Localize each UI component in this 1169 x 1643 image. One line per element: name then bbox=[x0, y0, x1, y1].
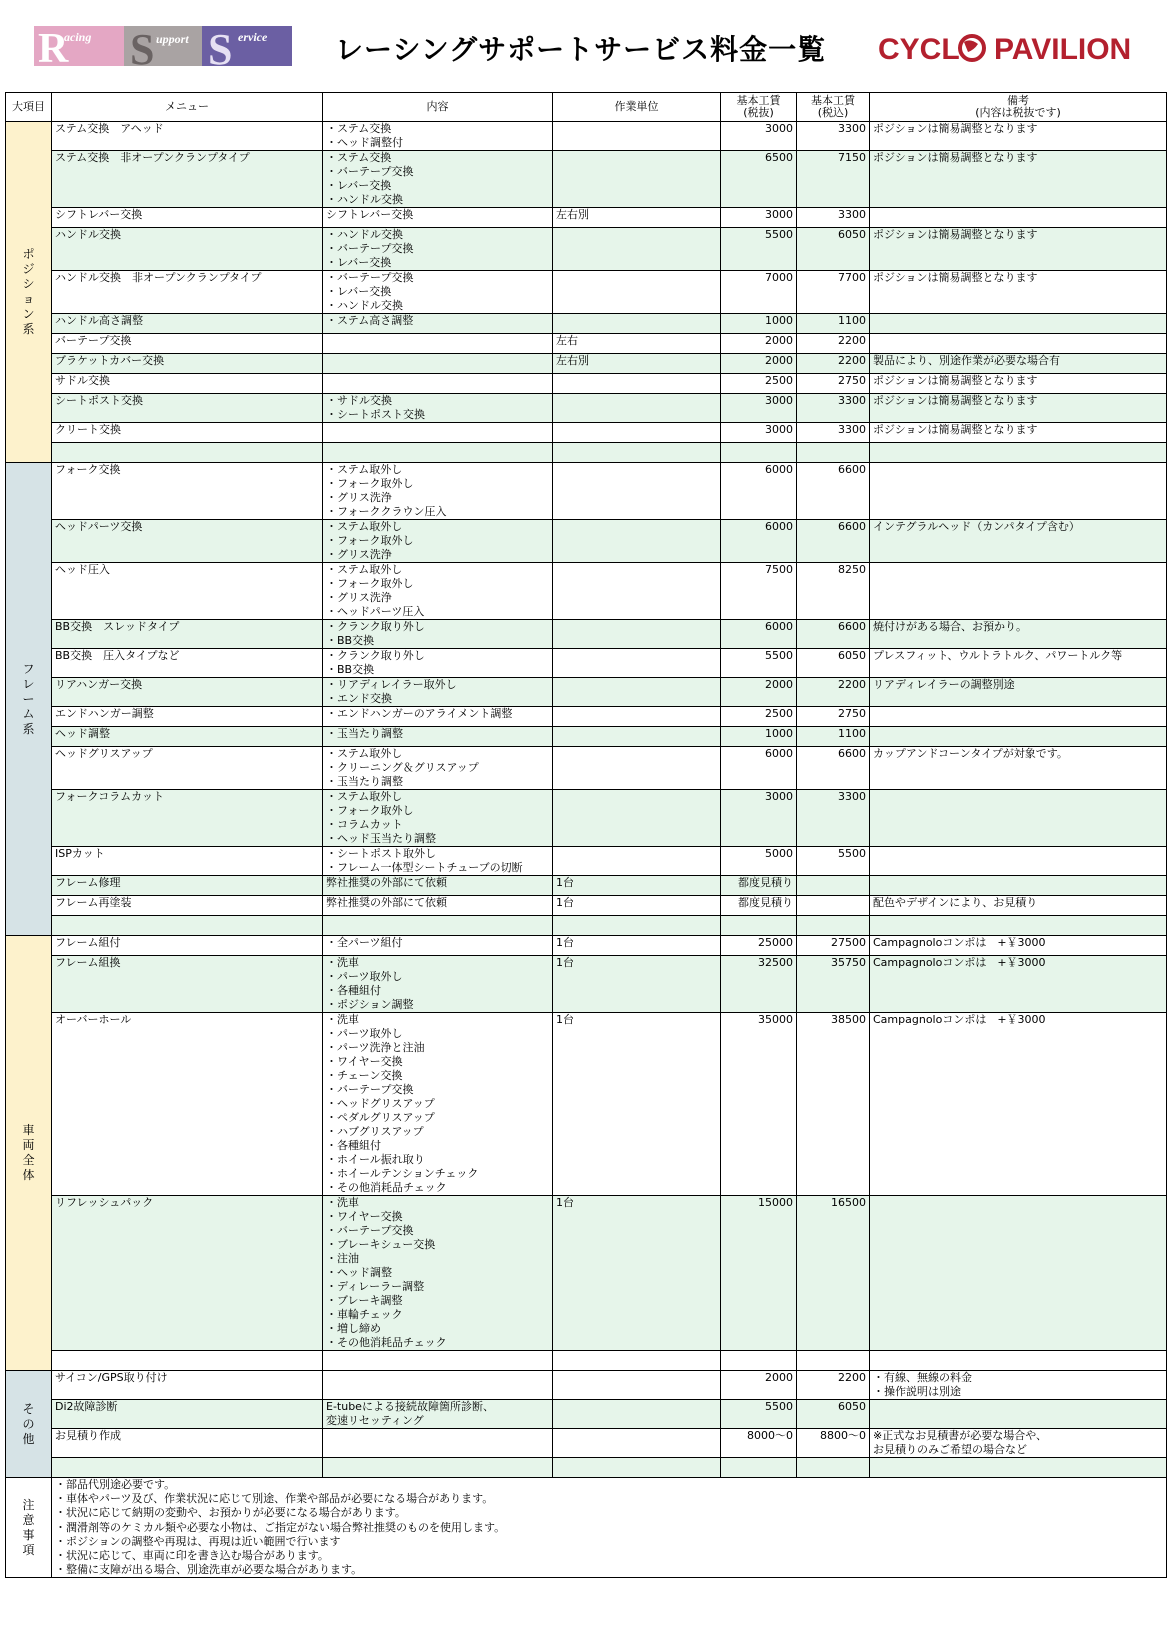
unit-cell bbox=[553, 1429, 721, 1458]
contents-cell bbox=[323, 1429, 553, 1458]
price-ex-tax-cell: 7000 bbox=[721, 271, 797, 314]
category-char: 体 bbox=[22, 1168, 35, 1182]
menu-cell: ステム交換 非オープンクランプタイプ bbox=[52, 151, 323, 208]
unit-cell bbox=[553, 151, 721, 208]
table-row bbox=[6, 314, 1167, 334]
remarks-cell bbox=[870, 463, 1167, 520]
remarks-cell: ・有線、無線の料金 ・操作説明は別途 bbox=[870, 1371, 1167, 1400]
header-contents: 内容 bbox=[323, 93, 553, 122]
menu-cell: ステム交換 アヘッド bbox=[52, 122, 323, 151]
contents-cell: ・洗車 ・パーツ取外し ・パーツ洗浄と注油 ・ワイヤー交換 ・チェーン交換 ・バーテープ交換 ・ヘッドグリスアップ ・ペダルグリスアップ ・ハブグリスアップ ・各種組付 ・ホイール振れ取り ・ホイールテンションチェック ・その他消耗品チェック bbox=[323, 1013, 553, 1196]
unit-cell: 1台 bbox=[553, 1196, 721, 1351]
category-char: 車 bbox=[22, 1123, 35, 1137]
menu-cell: Di2故障診断 bbox=[52, 1400, 323, 1429]
notes-text: ・部品代別途必要です。 ・車体やパーツ及び、作業状況に応じて別途、作業や部品が必要になる場合があります。 ・状況に応じて納期の変動や、お預かりが必要になる場合があります。 ・潤滑剤等のケミカル類や必要な小物は、ご指定がない場合弊社推奨のものを使用します。 ・ポジションの調整や再現は、再現は近い範囲で行います ・状況に応じて、車両に印を書き込む場合があります。 ・整備に支障が出る場合、別途洗車が必要な場合があります。 bbox=[52, 1478, 1167, 1578]
contents-cell bbox=[323, 1351, 553, 1371]
price-ex-tax-cell: 15000 bbox=[721, 1196, 797, 1351]
svg-text:R: R bbox=[38, 26, 69, 66]
menu-cell: お見積り作成 bbox=[52, 1429, 323, 1458]
header-price-inc-tax: 基本工賃 (税込) bbox=[797, 93, 870, 122]
svg-text:PAVILION: PAVILION bbox=[994, 33, 1132, 66]
contents-cell: ・リアディレイラー取外し ・エンド交換 bbox=[323, 678, 553, 707]
table-row bbox=[6, 208, 1167, 228]
table-row bbox=[6, 649, 1167, 678]
price-inc-tax-cell: 1100 bbox=[797, 727, 870, 747]
category-char: シ bbox=[22, 277, 35, 291]
table-row bbox=[6, 520, 1167, 563]
contents-cell: ・ステム取外し ・フォーク取外し ・コラムカット ・ヘッド玉当たり調整 bbox=[323, 790, 553, 847]
price-inc-tax-cell: 3300 bbox=[797, 423, 870, 443]
table-row bbox=[6, 334, 1167, 354]
menu-cell bbox=[52, 1351, 323, 1371]
contents-cell: ・ステム取外し ・フォーク取外し ・グリス洗浄 ・フォーククラウン圧入 bbox=[323, 463, 553, 520]
price-ex-tax-cell: 2000 bbox=[721, 678, 797, 707]
unit-cell bbox=[553, 314, 721, 334]
price-ex-tax-cell: 6000 bbox=[721, 747, 797, 790]
price-ex-tax-cell: 都度見積り bbox=[721, 896, 797, 916]
svg-text:acing: acing bbox=[64, 30, 92, 44]
price-ex-tax-cell: 2000 bbox=[721, 1371, 797, 1400]
price-inc-tax-cell: 6050 bbox=[797, 228, 870, 271]
category-char: 全 bbox=[22, 1153, 35, 1167]
contents-cell bbox=[323, 916, 553, 936]
category-char: ー bbox=[22, 691, 35, 706]
svg-text:CYCL: CYCL bbox=[878, 33, 960, 66]
remarks-cell bbox=[870, 208, 1167, 228]
header-remarks: 備考 (内容は税抜です) bbox=[870, 93, 1167, 122]
menu-cell: フレーム再塗装 bbox=[52, 896, 323, 916]
unit-cell bbox=[553, 271, 721, 314]
remarks-cell bbox=[870, 1400, 1167, 1429]
table-row bbox=[6, 1400, 1167, 1429]
remarks-cell: Campagnoloコンポは +￥3000 bbox=[870, 1013, 1167, 1196]
rss-logo bbox=[34, 26, 292, 66]
price-ex-tax-cell: 2500 bbox=[721, 374, 797, 394]
price-inc-tax-cell: 2200 bbox=[797, 1371, 870, 1400]
price-inc-tax-cell: 3300 bbox=[797, 122, 870, 151]
price-table bbox=[5, 92, 1167, 1578]
menu-cell: ヘッドパーツ交換 bbox=[52, 520, 323, 563]
contents-cell: 弊社推奨の外部にて依頼 bbox=[323, 876, 553, 896]
price-ex-tax-cell: 5500 bbox=[721, 228, 797, 271]
category-cell bbox=[6, 936, 52, 1371]
remarks-cell: ポジションは簡易調整となります bbox=[870, 228, 1167, 271]
price-ex-tax-cell bbox=[721, 1458, 797, 1478]
unit-cell bbox=[553, 747, 721, 790]
table-row bbox=[6, 956, 1167, 1013]
svg-text:S: S bbox=[208, 26, 233, 66]
header-menu: メニュー bbox=[52, 93, 323, 122]
price-inc-tax-cell bbox=[797, 916, 870, 936]
table-header-row bbox=[6, 93, 1167, 122]
unit-cell bbox=[553, 122, 721, 151]
table-row bbox=[6, 394, 1167, 423]
price-inc-tax-cell: 2750 bbox=[797, 374, 870, 394]
price-inc-tax-cell: 3300 bbox=[797, 208, 870, 228]
table-row bbox=[6, 443, 1167, 463]
price-ex-tax-cell: 3000 bbox=[721, 122, 797, 151]
unit-cell bbox=[553, 678, 721, 707]
contents-cell bbox=[323, 334, 553, 354]
table-row bbox=[6, 271, 1167, 314]
unit-cell: 1台 bbox=[553, 876, 721, 896]
category-char: の bbox=[22, 1416, 35, 1431]
contents-cell bbox=[323, 374, 553, 394]
svg-text:S: S bbox=[130, 26, 155, 66]
price-inc-tax-cell: 1100 bbox=[797, 314, 870, 334]
price-ex-tax-cell: 7500 bbox=[721, 563, 797, 620]
contents-cell: ・クランク取り外し ・BB交換 bbox=[323, 620, 553, 649]
table-row bbox=[6, 1429, 1167, 1458]
price-ex-tax-cell: 3000 bbox=[721, 790, 797, 847]
unit-cell bbox=[553, 463, 721, 520]
unit-cell bbox=[553, 790, 721, 847]
unit-cell bbox=[553, 374, 721, 394]
menu-cell: フォークコラムカット bbox=[52, 790, 323, 847]
price-inc-tax-cell: 38500 bbox=[797, 1013, 870, 1196]
price-ex-tax-cell: 1000 bbox=[721, 314, 797, 334]
contents-cell bbox=[323, 354, 553, 374]
unit-cell bbox=[553, 847, 721, 876]
category-char: 意 bbox=[22, 1512, 35, 1527]
price-inc-tax-cell: 2200 bbox=[797, 354, 870, 374]
price-inc-tax-cell: 27500 bbox=[797, 936, 870, 956]
price-inc-tax-cell: 2200 bbox=[797, 678, 870, 707]
svg-text:ervice: ervice bbox=[238, 30, 268, 44]
category-char: フ bbox=[22, 661, 35, 676]
table-row bbox=[6, 1013, 1167, 1196]
price-inc-tax-cell: 8800～0 bbox=[797, 1429, 870, 1458]
unit-cell bbox=[553, 394, 721, 423]
price-ex-tax-cell: 3000 bbox=[721, 394, 797, 423]
unit-cell bbox=[553, 423, 721, 443]
category-char: そ bbox=[22, 1401, 35, 1416]
unit-cell bbox=[553, 727, 721, 747]
remarks-cell: カップアンドコーンタイプが対象です。 bbox=[870, 747, 1167, 790]
cyclo-pavilion-logo bbox=[878, 28, 1136, 66]
menu-cell bbox=[52, 916, 323, 936]
price-ex-tax-cell: 8000～0 bbox=[721, 1429, 797, 1458]
category-char: 系 bbox=[22, 322, 35, 336]
price-inc-tax-cell: 6600 bbox=[797, 620, 870, 649]
category-cell bbox=[6, 1371, 52, 1478]
remarks-cell bbox=[870, 707, 1167, 727]
menu-cell: フレーム組換 bbox=[52, 956, 323, 1013]
price-ex-tax-cell: 5000 bbox=[721, 847, 797, 876]
contents-cell: ・全パーツ組付 bbox=[323, 936, 553, 956]
remarks-cell: ポジションは簡易調整となります bbox=[870, 122, 1167, 151]
price-ex-tax-cell: 25000 bbox=[721, 936, 797, 956]
price-inc-tax-cell: 6050 bbox=[797, 1400, 870, 1429]
page-header bbox=[0, 0, 1169, 92]
remarks-cell: ポジションは簡易調整となります bbox=[870, 151, 1167, 208]
unit-cell bbox=[553, 520, 721, 563]
table-row bbox=[6, 747, 1167, 790]
menu-cell: クリート交換 bbox=[52, 423, 323, 443]
remarks-cell: ポジションは簡易調整となります bbox=[870, 374, 1167, 394]
remarks-cell: ポジションは簡易調整となります bbox=[870, 423, 1167, 443]
contents-cell: ・ステム高さ調整 bbox=[323, 314, 553, 334]
menu-cell: オーバーホール bbox=[52, 1013, 323, 1196]
category-char: 項 bbox=[22, 1542, 35, 1557]
price-inc-tax-cell: 16500 bbox=[797, 1196, 870, 1351]
table-row bbox=[6, 1371, 1167, 1400]
menu-cell: サイコン/GPS取り付け bbox=[52, 1371, 323, 1400]
price-ex-tax-cell: 3000 bbox=[721, 423, 797, 443]
category-char: 事 bbox=[22, 1527, 35, 1542]
remarks-cell bbox=[870, 334, 1167, 354]
page-title: レーシングサポートサービス料金一覧 bbox=[335, 33, 827, 66]
remarks-cell bbox=[870, 1351, 1167, 1371]
remarks-cell bbox=[870, 847, 1167, 876]
price-ex-tax-cell: 6000 bbox=[721, 463, 797, 520]
table-row bbox=[6, 790, 1167, 847]
menu-cell: BB交換 スレッドタイプ bbox=[52, 620, 323, 649]
category-cell bbox=[6, 463, 52, 936]
remarks-cell bbox=[870, 876, 1167, 896]
contents-cell: ・洗車 ・ワイヤー交換 ・バーテープ交換 ・ブレーキシュー交換 ・注油 ・ヘッド調整 ・ディレーラー調整 ・ブレーキ調整 ・車輪チェック ・増し締め ・その他消耗品チェック bbox=[323, 1196, 553, 1351]
contents-cell bbox=[323, 443, 553, 463]
price-ex-tax-cell: 6000 bbox=[721, 520, 797, 563]
table-row bbox=[6, 122, 1167, 151]
price-inc-tax-cell bbox=[797, 443, 870, 463]
category-char: 両 bbox=[22, 1138, 35, 1152]
category-char: ン bbox=[22, 307, 35, 321]
contents-cell: ・エンドハンガーのアライメント調整 bbox=[323, 707, 553, 727]
price-ex-tax-cell: 2000 bbox=[721, 354, 797, 374]
header-category: 大項目 bbox=[6, 93, 52, 122]
price-inc-tax-cell: 6600 bbox=[797, 463, 870, 520]
remarks-cell: ポジションは簡易調整となります bbox=[870, 271, 1167, 314]
table-row bbox=[6, 563, 1167, 620]
category-char: レ bbox=[22, 676, 35, 691]
remarks-cell bbox=[870, 916, 1167, 936]
table-row bbox=[6, 847, 1167, 876]
price-inc-tax-cell: 7700 bbox=[797, 271, 870, 314]
header-unit: 作業単位 bbox=[553, 93, 721, 122]
price-ex-tax-cell: 1000 bbox=[721, 727, 797, 747]
menu-cell: リアハンガー交換 bbox=[52, 678, 323, 707]
menu-cell: シートポスト交換 bbox=[52, 394, 323, 423]
table-row bbox=[6, 876, 1167, 896]
remarks-cell: 焼付けがある場合、お預かり。 bbox=[870, 620, 1167, 649]
menu-cell: フレーム修理 bbox=[52, 876, 323, 896]
price-ex-tax-cell: 2500 bbox=[721, 707, 797, 727]
category-char: ジ bbox=[22, 262, 35, 276]
notes-category-cell bbox=[6, 1478, 52, 1578]
remarks-cell: ポジションは簡易調整となります bbox=[870, 394, 1167, 423]
contents-cell: 弊社推奨の外部にて依頼 bbox=[323, 896, 553, 916]
unit-cell bbox=[553, 563, 721, 620]
unit-cell bbox=[553, 1351, 721, 1371]
contents-cell bbox=[323, 1371, 553, 1400]
remarks-cell bbox=[870, 790, 1167, 847]
price-inc-tax-cell bbox=[797, 1458, 870, 1478]
unit-cell bbox=[553, 1458, 721, 1478]
price-inc-tax-cell: 3300 bbox=[797, 394, 870, 423]
contents-cell: ・クランク取り外し ・BB交換 bbox=[323, 649, 553, 678]
notes-row bbox=[6, 1478, 1167, 1578]
remarks-cell bbox=[870, 563, 1167, 620]
contents-cell: シフトレバー交換 bbox=[323, 208, 553, 228]
table-row bbox=[6, 423, 1167, 443]
menu-cell: エンドハンガー調整 bbox=[52, 707, 323, 727]
price-ex-tax-cell bbox=[721, 1351, 797, 1371]
remarks-cell bbox=[870, 1196, 1167, 1351]
unit-cell: 左右別 bbox=[553, 208, 721, 228]
menu-cell: リフレッシュパック bbox=[52, 1196, 323, 1351]
contents-cell: ・洗車 ・パーツ取外し ・各種組付 ・ポジション調整 bbox=[323, 956, 553, 1013]
price-inc-tax-cell bbox=[797, 896, 870, 916]
contents-cell: ・バーテープ交換 ・レバー交換 ・ハンドル交換 bbox=[323, 271, 553, 314]
contents-cell: ・ハンドル交換 ・バーテープ交換 ・レバー交換 bbox=[323, 228, 553, 271]
remarks-cell bbox=[870, 314, 1167, 334]
menu-cell: ハンドル高さ調整 bbox=[52, 314, 323, 334]
unit-cell bbox=[553, 228, 721, 271]
remarks-cell: 製品により、別途作業が必要な場合有 bbox=[870, 354, 1167, 374]
price-inc-tax-cell: 8250 bbox=[797, 563, 870, 620]
remarks-cell bbox=[870, 727, 1167, 747]
remarks-cell: 配色やデザインにより、お見積り bbox=[870, 896, 1167, 916]
remarks-cell: インテグラルヘッド（カンパタイプ含む） bbox=[870, 520, 1167, 563]
price-ex-tax-cell: 都度見積り bbox=[721, 876, 797, 896]
table-row bbox=[6, 228, 1167, 271]
price-inc-tax-cell: 35750 bbox=[797, 956, 870, 1013]
contents-cell: ・ステム交換 ・ヘッド調整付 bbox=[323, 122, 553, 151]
remarks-cell: ※正式なお見積書が必要な場合や、 お見積りのみご希望の場合など bbox=[870, 1429, 1167, 1458]
menu-cell bbox=[52, 443, 323, 463]
price-ex-tax-cell: 6000 bbox=[721, 620, 797, 649]
table-row bbox=[6, 916, 1167, 936]
category-char: 注 bbox=[22, 1497, 35, 1512]
menu-cell: ヘッド圧入 bbox=[52, 563, 323, 620]
contents-cell: ・シートポスト取外し ・フレーム一体型シートチューブの切断 bbox=[323, 847, 553, 876]
price-inc-tax-cell bbox=[797, 876, 870, 896]
table-row bbox=[6, 896, 1167, 916]
menu-cell: ハンドル交換 非オープンクランプタイプ bbox=[52, 271, 323, 314]
table-body bbox=[6, 122, 1167, 1578]
unit-cell: 1台 bbox=[553, 936, 721, 956]
menu-cell: シフトレバー交換 bbox=[52, 208, 323, 228]
unit-cell bbox=[553, 443, 721, 463]
price-inc-tax-cell: 6600 bbox=[797, 520, 870, 563]
price-ex-tax-cell bbox=[721, 916, 797, 936]
menu-cell: フレーム組付 bbox=[52, 936, 323, 956]
menu-cell: ハンドル交換 bbox=[52, 228, 323, 271]
price-ex-tax-cell: 2000 bbox=[721, 334, 797, 354]
unit-cell: 左右別 bbox=[553, 354, 721, 374]
unit-cell bbox=[553, 620, 721, 649]
contents-cell: ・ステム取外し ・フォーク取外し ・グリス洗浄 ・ヘッドパーツ圧入 bbox=[323, 563, 553, 620]
price-ex-tax-cell: 5500 bbox=[721, 649, 797, 678]
svg-text:upport: upport bbox=[156, 32, 189, 46]
menu-cell: ヘッド調整 bbox=[52, 727, 323, 747]
price-inc-tax-cell: 2200 bbox=[797, 334, 870, 354]
table-row bbox=[6, 1196, 1167, 1351]
table-row bbox=[6, 463, 1167, 520]
table-row bbox=[6, 707, 1167, 727]
menu-cell: サドル交換 bbox=[52, 374, 323, 394]
price-inc-tax-cell: 5500 bbox=[797, 847, 870, 876]
remarks-cell bbox=[870, 443, 1167, 463]
category-char: ポ bbox=[22, 247, 35, 261]
price-inc-tax-cell: 6600 bbox=[797, 747, 870, 790]
price-ex-tax-cell: 5500 bbox=[721, 1400, 797, 1429]
contents-cell: E-tubeによる接続故障箇所診断、 変速リセッティング bbox=[323, 1400, 553, 1429]
unit-cell bbox=[553, 707, 721, 727]
price-ex-tax-cell: 6500 bbox=[721, 151, 797, 208]
remarks-cell: Campagnoloコンポは +￥3000 bbox=[870, 936, 1167, 956]
menu-cell: ブラケットカバー交換 bbox=[52, 354, 323, 374]
category-cell bbox=[6, 122, 52, 463]
table-row bbox=[6, 354, 1167, 374]
table-row bbox=[6, 678, 1167, 707]
remarks-cell: リアディレイラーの調整別途 bbox=[870, 678, 1167, 707]
unit-cell: 左右 bbox=[553, 334, 721, 354]
table-row bbox=[6, 151, 1167, 208]
menu-cell: BB交換 圧入タイプなど bbox=[52, 649, 323, 678]
remarks-cell bbox=[870, 1458, 1167, 1478]
category-char: ョ bbox=[22, 292, 35, 306]
contents-cell bbox=[323, 423, 553, 443]
table-row bbox=[6, 936, 1167, 956]
contents-cell bbox=[323, 1458, 553, 1478]
contents-cell: ・ステム取外し ・クリーニング＆グリスアップ ・玉当たり調整 bbox=[323, 747, 553, 790]
price-inc-tax-cell bbox=[797, 1351, 870, 1371]
contents-cell: ・玉当たり調整 bbox=[323, 727, 553, 747]
contents-cell: ・ステム取外し ・フォーク取外し ・グリス洗浄 bbox=[323, 520, 553, 563]
price-ex-tax-cell bbox=[721, 443, 797, 463]
price-inc-tax-cell: 2750 bbox=[797, 707, 870, 727]
menu-cell: フォーク交換 bbox=[52, 463, 323, 520]
menu-cell: バーテープ交換 bbox=[52, 334, 323, 354]
header-price-ex-tax: 基本工賃 (税抜) bbox=[721, 93, 797, 122]
remarks-cell: Campagnoloコンポは +￥3000 bbox=[870, 956, 1167, 1013]
price-inc-tax-cell: 7150 bbox=[797, 151, 870, 208]
menu-cell: ヘッドグリスアップ bbox=[52, 747, 323, 790]
price-inc-tax-cell: 6050 bbox=[797, 649, 870, 678]
price-inc-tax-cell: 3300 bbox=[797, 790, 870, 847]
table-row bbox=[6, 1351, 1167, 1371]
table-row bbox=[6, 727, 1167, 747]
unit-cell: 1台 bbox=[553, 1013, 721, 1196]
unit-cell bbox=[553, 916, 721, 936]
unit-cell: 1台 bbox=[553, 956, 721, 1013]
price-ex-tax-cell: 32500 bbox=[721, 956, 797, 1013]
contents-cell: ・ステム交換 ・バーテープ交換 ・レバー交換 ・ハンドル交換 bbox=[323, 151, 553, 208]
category-char: 他 bbox=[22, 1431, 35, 1446]
unit-cell bbox=[553, 649, 721, 678]
menu-cell bbox=[52, 1458, 323, 1478]
remarks-cell: プレスフィット、ウルトラトルク、パワートルク等 bbox=[870, 649, 1167, 678]
category-char: ム bbox=[22, 706, 35, 721]
table-row bbox=[6, 374, 1167, 394]
price-ex-tax-cell: 35000 bbox=[721, 1013, 797, 1196]
table-row bbox=[6, 620, 1167, 649]
menu-cell: ISPカット bbox=[52, 847, 323, 876]
unit-cell: 1台 bbox=[553, 896, 721, 916]
unit-cell bbox=[553, 1371, 721, 1400]
price-ex-tax-cell: 3000 bbox=[721, 208, 797, 228]
category-char: 系 bbox=[22, 721, 35, 736]
table-row bbox=[6, 1458, 1167, 1478]
contents-cell: ・サドル交換 ・シートポスト交換 bbox=[323, 394, 553, 423]
unit-cell bbox=[553, 1400, 721, 1429]
